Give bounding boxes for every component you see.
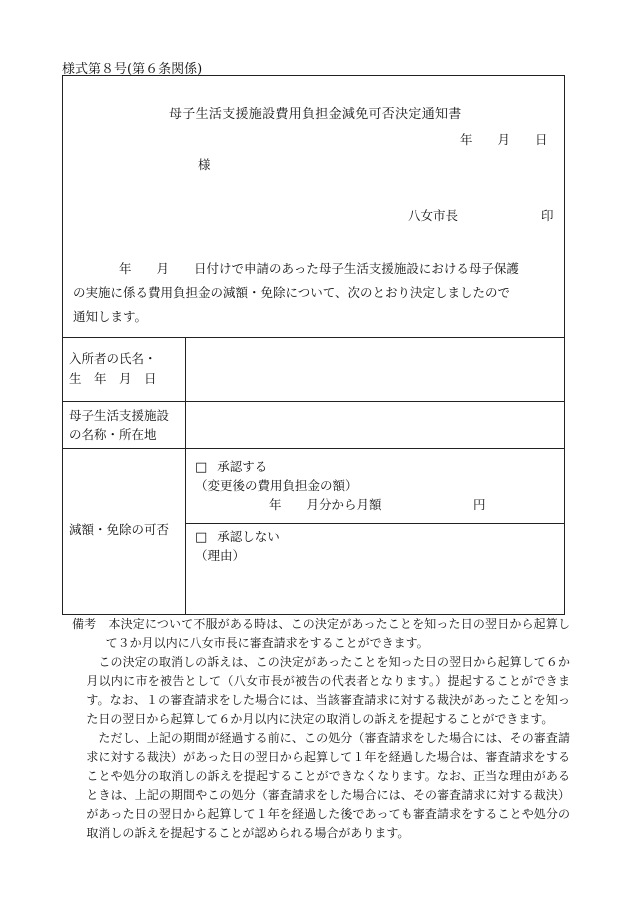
deny-option[interactable] xyxy=(195,527,280,548)
remarks-paragraph-3: ただし、上記の期間が経過する前に、この処分（審査請求をした場合には、その審査請求に対する裁決）があった日の翌日から起算して１年を経過した場合は、審査請求をすることや処分の取消しの訴えを提起することができなくなります。なお、正当な理由があるときは、上記の期間やこの処分（審査請求をした場合には、その審査請求に対する裁決）があった日の翌日から起算して１年を経過した後であっても審査請求をすることや処分の取消しの訴えを提起することが認められる場合があります。 xyxy=(86,731,570,840)
deny-label: 承認しない xyxy=(217,529,280,544)
form-number: 様式第８号(第６条関係) xyxy=(62,62,203,77)
approve-amount-yen: 円 xyxy=(473,497,486,512)
notice-form-frame xyxy=(62,75,565,615)
row1-label-b: 生 年 月 日 xyxy=(69,371,157,386)
row2-label-a: 母子生活支援施設 xyxy=(69,408,170,423)
body-line-1: 年 月 日付けで申請のあった母子生活支援施設における母子保護 xyxy=(119,261,519,276)
row2-label-b: の名称・所在地 xyxy=(69,427,157,442)
deny-reason-label: （理由） xyxy=(195,548,246,563)
approve-amount-text: 年 月分から月額 xyxy=(269,497,382,512)
remarks-paragraph-1: 備考 本決定について不服がある時は、この決定があったことを知った日の翌日から起算して３か月以内に八女市長に審査請求をすることができます。 xyxy=(72,617,570,650)
row1-divider xyxy=(63,401,564,402)
body-line-3: 通知します。 xyxy=(73,309,148,324)
remarks-section xyxy=(72,615,570,843)
body-line-2: の実施に係る費用負担金の減額・免除について、次のとおり決定しましたので xyxy=(73,285,511,300)
seal-mark: 印 xyxy=(541,208,554,223)
document-title: 母子生活支援施設費用負担金減免可否決定通知書 xyxy=(169,107,462,122)
approve-checkbox-icon[interactable]: □ xyxy=(195,460,208,475)
approve-label: 承認する xyxy=(217,459,268,474)
approve-sub-label: （変更後の費用負担金の額） xyxy=(195,478,358,493)
approve-deny-divider xyxy=(185,523,564,524)
remarks-paragraph-2: この決定の取消しの訴えは、この決定があったことを知った日の翌日から起算して６か月以内に市を被告として（八女市長が被告の代表者となります。）提起することができます。なお、１の審査請求をした場合には、当該審査請求に対する裁決があったことを知った日の翌日から起算して６か月以内に決定の取消しの訴えを提起することができます。 xyxy=(86,655,570,726)
recipient-suffix: 様 xyxy=(198,157,211,172)
issuer-name: 八女市長 xyxy=(408,208,459,223)
row3-label: 減額・免除の可否 xyxy=(69,522,170,537)
table-top-divider xyxy=(63,337,564,338)
row2-divider xyxy=(63,448,564,449)
approve-option[interactable] xyxy=(195,457,267,478)
date-line: 年 月 日 xyxy=(460,132,548,147)
row1-label-a: 入所者の氏名・ xyxy=(69,351,157,366)
deny-checkbox-icon[interactable]: □ xyxy=(195,530,208,545)
table-column-divider xyxy=(185,337,186,614)
